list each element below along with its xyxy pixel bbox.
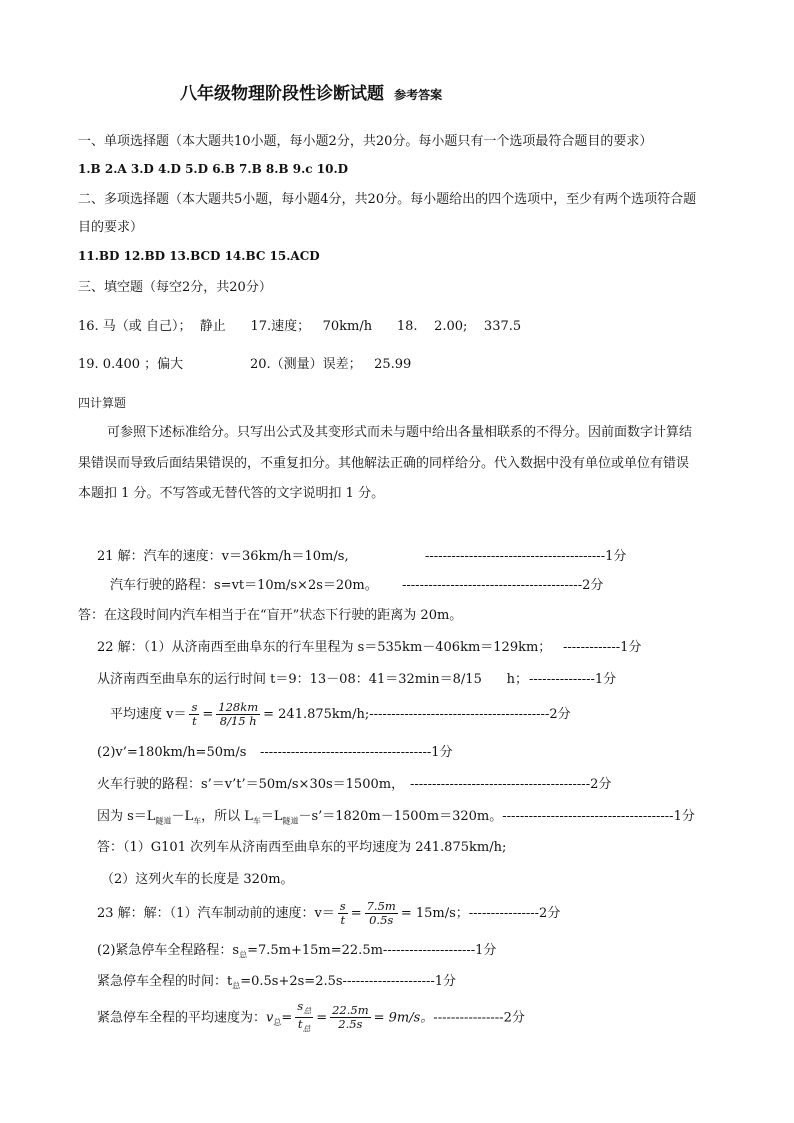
q23-line1-label: 23 解：解：（1）汽车制动前的速度：v＝ [97, 906, 335, 921]
q21-line2-score: -----------------------------------------2分 [402, 578, 604, 593]
section1-answers: 1.B 2.A 3.D 4.D 5.D 6.B 7.B 8.B 9.c 10.D [78, 162, 349, 176]
q22-avg-score: -----------------------------------------2分 [369, 707, 571, 722]
q22-avg-result: = 241.875km/h; [263, 707, 370, 722]
q22-line2: 从济南西至曲阜东的运行时间 t＝9：13－08：41＝32min＝8/15 h； [97, 672, 529, 687]
q23-fraction-total-values [330, 1004, 371, 1031]
q22-avg-label: 平均速度 v＝ [110, 707, 187, 722]
q23-f4-num: 22.5m [332, 1003, 369, 1018]
section3-line1: 16. 马（或 自己）； 静止 17.速度； 70km/h 18. 2.00; 337.5 [78, 319, 522, 334]
q23-line4: 紧急停车全程的平均速度为：$v_总=$ $\frac{s_总}{t_总}$ = $\frac{22.5m}{2.5s}$ = 9m/s。----------------2分 [97, 999, 525, 1034]
q22-line5: 火车行驶的路程：s’＝v’t’＝50m/s×30s＝1500m， [97, 777, 405, 792]
q22-line5-score: -----------------------------------------2分 [410, 777, 612, 792]
section4-note-line1: 可参照下述标准给分。只写出公式及其变形式而未与题中给出各量相联系的不得分。因前面数字计算结 [107, 425, 693, 440]
q22-fraction-symbolic [189, 701, 199, 728]
q21-answer: 答：在这段时间内汽车相当于在“盲开”状态下行驶的距离为 20m。 [78, 608, 463, 623]
q22-line6-sub4: 隧道 [282, 816, 299, 826]
section3-heading: 三、填空题（每空2分，共20分） [78, 280, 272, 295]
q23-line4-label: 紧急停车全程的平均速度为： [97, 1010, 267, 1026]
q23-f4-den: 2.5s [338, 1017, 363, 1032]
q23-line2-b: =7.5m+15m=22.5m [247, 943, 383, 958]
q23-f3-den-sub: 总 [302, 1024, 311, 1034]
q22-line6-d: ＝L [260, 809, 283, 824]
q22-answer1: 答：（1）G101 次列车从济南西至曲阜东的平均速度为 241.875km/h; [97, 840, 507, 855]
q23-line3-sub: 总 [232, 981, 241, 991]
q23-fraction-den: t [340, 913, 346, 927]
q22-line6-sub2: 车 [193, 816, 202, 826]
section2-heading-line2: 目的要求） [78, 220, 144, 235]
q21-line2: 汽车行驶的路程：s=vt＝10m/s×2s＝20m。 [110, 578, 378, 593]
q23-line3-b: =0.5s+2s=2.5s [240, 974, 343, 989]
q22-line4: (2)v’=180km/h=50m/s [97, 745, 247, 760]
q23-line4-vsub: 总 [273, 1017, 282, 1027]
q23-line3-score: ---------------------1分 [342, 974, 457, 989]
section4-heading: 四计算题 [78, 396, 127, 410]
section4-note-line2: 果错误而导致后面结果错误的，不重复扣分。其他解法正确的同样给分。代入数据中没有单位或单位有错误 [78, 456, 690, 471]
section3-line2-b: 20.（测量）误差； 25.99 [250, 357, 412, 372]
q22-line4-score: ---------------------------------------1分 [260, 745, 453, 760]
q23-line1: 23 解：解：（1）汽车制动前的速度：v＝ $\frac{s}{t}$ = $\frac{7.5m}{0.5s}$ = 15m/s；----------------2分 [97, 899, 561, 927]
q22-line6-a: 因为 s＝L [97, 809, 156, 824]
q22-line6-sub3: 车 [252, 816, 261, 826]
page-subtitle: 参考答案 [394, 88, 443, 102]
section4-note-line3: 本题扣 1 分。不写答或无替代答的文字说明扣 1 分。 [78, 486, 385, 501]
q23-fraction-num: s [339, 899, 346, 913]
q22-line1: 22 解：（1）从济南西至曲阜东的行车里程为 s＝535km－406km＝129km； [97, 640, 552, 655]
q21-line1: 21 解：汽车的速度：v＝36km/h＝10m/s, [97, 549, 349, 564]
q23-f3-num: s [297, 999, 304, 1013]
section3-line2-a: 19. 0.400 ；偏大 [78, 357, 184, 372]
q23-line4-v: v [266, 1010, 274, 1026]
q23-fraction-values [365, 900, 398, 927]
q23-fraction-total-symbolic [295, 1000, 313, 1036]
q23-line1-result: = 15m/s； [400, 906, 469, 921]
q23-f3-num-sub: 总 [303, 1006, 312, 1016]
page-title: 八年级物理阶段性诊断试题 [180, 84, 384, 104]
q21-line1-score: -----------------------------------------1分 [425, 549, 627, 564]
q22-line6-e: －s’＝1820m－1500m＝320m。 [298, 809, 503, 824]
q22-line1-score: -------------1分 [563, 640, 642, 655]
q23-fraction-value-num: 7.5m [366, 899, 396, 913]
q22-fraction-values [216, 701, 260, 728]
q22-line6-b: －L [171, 809, 194, 824]
q23-fraction-value-den: 0.5s [369, 913, 394, 927]
q23-line1-score: ----------------2分 [468, 906, 561, 921]
q22-line6-c: ，所以 L [201, 809, 253, 824]
q23-line4-result: = 9m/s。 [373, 1010, 434, 1026]
q23-f3-den: t [297, 1017, 303, 1032]
section2-heading-line1: 二、多项选择题（本大题共5小题，每小题4分，共20分。每小题给出的四个选项中，至少有两个选项符合题 [78, 192, 697, 207]
page-title-row [180, 86, 442, 104]
q22-fraction-value-num: 128km [218, 700, 259, 714]
q23-line3-a: 紧急停车全程的时间：t [97, 974, 233, 989]
q22-answer2: （2）这列火车的长度是 320m。 [101, 872, 294, 887]
q22-avg-speed-row: 平均速度 v＝ $\frac{s}{t}$ = $\frac{128km}{8/15 h}$ = 241.875km/h;-----------------------------------------2分 [110, 700, 571, 728]
q23-line2-sub: 总 [239, 950, 248, 960]
section2-answers: 11.BD 12.BD 13.BCD 14.BC 15.ACD [78, 249, 320, 263]
q23-line2-a: (2)紧急停车全程路程：s [97, 943, 240, 958]
q22-line6-score: ---------------------------------------1分 [502, 809, 695, 824]
q22-line6-sub1: 隧道 [155, 816, 172, 826]
q23-line3 [97, 974, 456, 995]
section1-heading: 一、单项选择题（本大题共10小题，每小题2分，共20分。每小题只有一个选项最符合题目的要求） [78, 134, 653, 149]
q23-line4-score: ----------------2分 [433, 1010, 525, 1026]
q22-fraction-den: t [192, 714, 197, 728]
q23-fraction-symbolic [338, 900, 348, 927]
q22-line2-score: ---------------1分 [529, 672, 617, 687]
q22-fraction-num: s [191, 700, 198, 714]
q23-line2-score: ---------------------1分 [382, 943, 497, 958]
q22-line6 [97, 809, 695, 830]
q23-line2 [97, 943, 496, 964]
q22-fraction-value-den: 8/15 h [219, 714, 257, 728]
